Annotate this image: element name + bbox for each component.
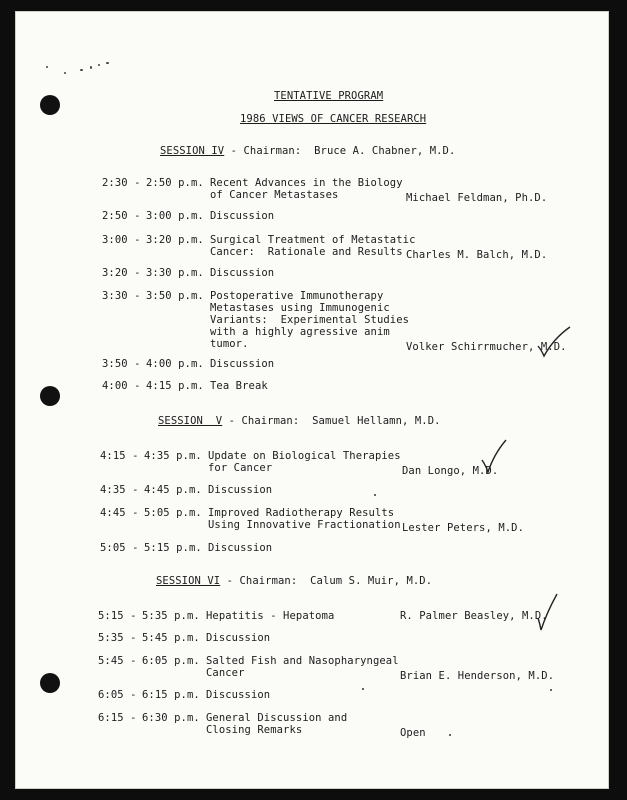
talk-title-line: Surgical Treatment of Metastatic (210, 234, 416, 246)
time-end: 2:50 p.m. (146, 177, 204, 189)
speaker-name: Brian E. Henderson, M.D. (400, 670, 555, 682)
stray-mark (374, 494, 376, 496)
talk-title-line: Metastases using Immunogenic (210, 302, 390, 314)
time-start: 6:15 - (98, 712, 137, 724)
time-start: 3:20 - (102, 267, 141, 279)
time-start: 3:50 - (102, 358, 141, 370)
speaker-name: Charles M. Balch, M.D. (406, 249, 548, 261)
talk-title-line: Hepatitis - Hepatoma (206, 610, 335, 622)
talk-title-line: of Cancer Metastases (210, 189, 339, 201)
talk-title-line: Discussion (210, 267, 275, 279)
speaker-name: Volker Schirrmucher, M.D. (406, 341, 567, 353)
time-end: 4:00 p.m. (146, 358, 204, 370)
talk-title-line: Discussion (210, 210, 275, 222)
talk-title-line: Update on Biological Therapies (208, 450, 401, 462)
time-start: 5:35 - (98, 632, 137, 644)
program-title: TENTATIVE PROGRAM (274, 90, 384, 102)
punch-hole-top (40, 95, 60, 115)
time-end: 3:30 p.m. (146, 267, 204, 279)
ink-specks (46, 60, 116, 82)
talk-title-line: tumor. (210, 338, 249, 350)
talk-title-line: Using Innovative Fractionation (208, 519, 401, 531)
talk-title-line: Improved Radiotherapy Results (208, 507, 395, 519)
talk-title-line: Cancer: Rationale and Results (210, 246, 403, 258)
time-start: 4:00 - (102, 380, 141, 392)
speaker-name: R. Palmer Beasley, M.D. (400, 610, 548, 622)
stray-mark (449, 734, 451, 736)
time-end: 4:35 p.m. (144, 450, 202, 462)
session-chairman: - Chairman: Bruce A. Chabner, M.D. (224, 145, 456, 157)
talk-title-line: Discussion (208, 484, 273, 496)
session-chairman: - Chairman: Calum S. Muir, M.D. (220, 575, 433, 587)
time-start: 5:45 - (98, 655, 137, 667)
time-start: 4:45 - (100, 507, 139, 519)
session-label: SESSION V (158, 415, 223, 427)
time-end: 3:50 p.m. (146, 290, 204, 302)
talk-title-line: Salted Fish and Nasopharyngeal (206, 655, 399, 667)
talk-title-line: for Cancer (208, 462, 273, 474)
time-start: 3:00 - (102, 234, 141, 246)
time-start: 2:50 - (102, 210, 141, 222)
time-end: 3:00 p.m. (146, 210, 204, 222)
time-start: 4:35 - (100, 484, 139, 496)
time-end: 6:05 p.m. (142, 655, 200, 667)
stray-mark (550, 689, 552, 691)
talk-title-line: Discussion (206, 689, 271, 701)
talk-title-line: Closing Remarks (206, 724, 303, 736)
speaker-name: Michael Feldman, Ph.D. (406, 192, 548, 204)
stray-mark (362, 688, 364, 690)
time-end: 5:05 p.m. (144, 507, 202, 519)
time-start: 2:30 - (102, 177, 141, 189)
talk-title-line: Postoperative Immunotherapy (210, 290, 384, 302)
session-chairman: - Chairman: Samuel Hellamn, M.D. (222, 415, 441, 427)
speaker-name: Dan Longo, M.D. (402, 465, 499, 477)
time-end: 4:15 p.m. (146, 380, 204, 392)
time-end: 5:15 p.m. (144, 542, 202, 554)
session-label: SESSION IV (160, 145, 225, 157)
program-subtitle: 1986 VIEWS OF CANCER RESEARCH (240, 113, 427, 125)
time-end: 5:35 p.m. (142, 610, 200, 622)
session-header (158, 415, 441, 427)
punch-hole-middle (40, 386, 60, 406)
speaker-name: Lester Peters, M.D. (402, 522, 525, 534)
session-label: SESSION VI (156, 575, 221, 587)
time-start: 4:15 - (100, 450, 139, 462)
time-start: 5:05 - (100, 542, 139, 554)
talk-title-line: Discussion (208, 542, 273, 554)
time-end: 5:45 p.m. (142, 632, 200, 644)
time-start: 6:05 - (98, 689, 137, 701)
session-header (156, 575, 432, 587)
talk-title-line: Discussion (206, 632, 271, 644)
talk-title-line: Variants: Experimental Studies (210, 314, 410, 326)
time-end: 3:20 p.m. (146, 234, 204, 246)
talk-title-line: Tea Break (210, 380, 268, 392)
talk-title-line: Recent Advances in the Biology (210, 177, 403, 189)
time-end: 6:15 p.m. (142, 689, 200, 701)
talk-title-line: with a highly agressive anim (210, 326, 390, 338)
document-page (16, 12, 608, 788)
talk-title-line: Discussion (210, 358, 275, 370)
time-end: 4:45 p.m. (144, 484, 202, 496)
time-start: 5:15 - (98, 610, 137, 622)
time-start: 3:30 - (102, 290, 141, 302)
punch-hole-bottom (40, 673, 60, 693)
talk-title-line: General Discussion and (206, 712, 348, 724)
talk-title-line: Cancer (206, 667, 245, 679)
speaker-name: Open (400, 727, 426, 739)
session-header (160, 145, 455, 157)
time-end: 6:30 p.m. (142, 712, 200, 724)
